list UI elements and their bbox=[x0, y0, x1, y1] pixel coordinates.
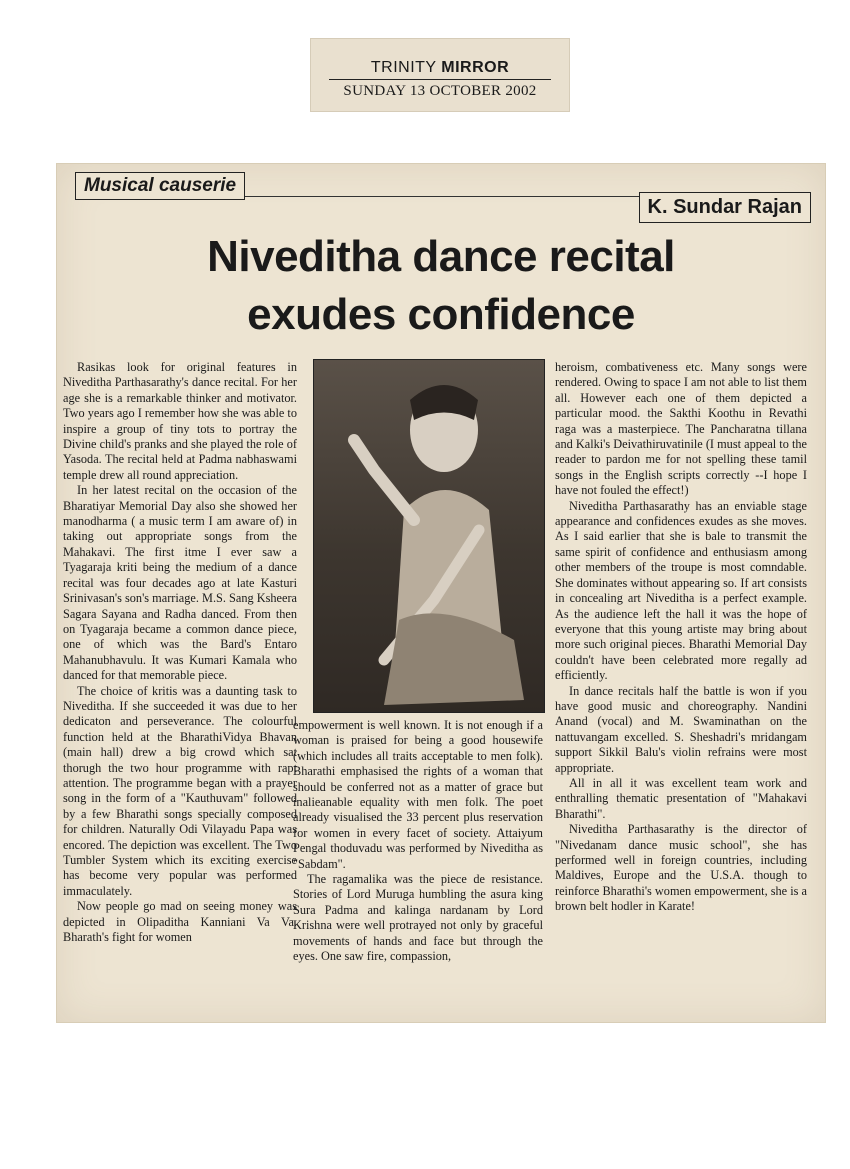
paragraph: In her latest recital on the occasion of the Bharatiyar Memorial Day also she showed her manodharma ( a music term I am aware of) in taking out appropriate songs from the Mahakavi. The first itme I ever saw a Tyagaraja kriti being the medium of a dance recital was four decades ago at late Kasturi Srinivasan's son's marriage. M.S. Sang Ksheera Sagara Sayana and Radha danced. From then on Tyagaraja became a common dance piece, one of which was the Bard's Entaro Mahanubhavulu. It was Kumari Kamala who danced for that memorable piece. bbox=[63, 483, 297, 683]
dancer-photo bbox=[313, 359, 545, 713]
paragraph: Rasikas look for original features in Niveditha Parthasarathy's dance recital. For her age she is a remarkable thinker and motivator. Two years ago I remember how she was able to inspire a group of tiny tots to portray the Divine child's pranks and she played the role of Yasoda. The recital held at Padma nabhaswami temple drew all round appreciation. bbox=[63, 360, 297, 482]
paragraph: All in all it was excellent team work and enthralling thematic presentation of "Mahakavi Bharathi". bbox=[555, 775, 807, 821]
section-kicker: Musical causerie bbox=[75, 172, 245, 200]
dancer-illustration bbox=[314, 360, 544, 712]
paragraph: The choice of kritis was a daunting task to Niveditha. If she succeeded it was due to her dedicaton and perseverance. The colourful function held at the BharathiVidya Bhavan (main hall) drew a big crowd which sat thorugh the two hour programme with rapt attention. The programme began with a prayer song in the form of a "Kauthuvam" followed by a few Bharathi songs specially composed for children. Naturally Odi Vilayadu Papa was encored. The depiction was excellent. The Two Tumbler System which its exciting exercise has become very popular was performed immaculately. bbox=[63, 683, 297, 898]
headline-line-2: exudes confidence bbox=[247, 290, 635, 339]
article-column-1 bbox=[63, 360, 297, 1000]
masthead-rule bbox=[329, 79, 551, 80]
paragraph: Niveditha Parthasarathy is the director of "Nivedanam dance music school", she has performed well in foreign countries, including Maldives, Europe and the U.S.A. though to reinforce Bharathi's women empowerment, she is a brown belt hodler in Karate! bbox=[555, 822, 807, 914]
paragraph: The ragamalika was the piece de resistance. Stories of Lord Muruga humbling the asura king Sura Padma and kalinga nardanam by Lord Krishna were well protrayed not only by graceful movements of hands and face but through the eyes. One saw fire, compassion, bbox=[293, 872, 543, 964]
paragraph: In dance recitals half the battle is won if you have good music and choreography. Nandini Anand (vocal) and M. Swaminathan on the nattuvangam excelled. S. Sheshadri's mridangam support Sikkil Balu's violin refrains were most appropriate. bbox=[555, 683, 807, 775]
newspaper-clipping bbox=[56, 163, 826, 1023]
headline bbox=[57, 228, 825, 344]
paragraph: Now people go mad on seeing money was depicted in Olipaditha Kanniani Va Va. Bharath's fight for women bbox=[63, 899, 297, 945]
publication-date: SUNDAY 13 OCTOBER 2002 bbox=[343, 83, 537, 99]
paragraph: empowerment is well known. It is not enough if a woman is praised for being a good housewife (which includes all traits acceptable to men folk). Bharathi emphasised the rights of a woman that should be conferred not as a matter of grace but inalieanable equality with men folk. The poet already visualised the 33 percent plus reservation for women in every facet of society. Attaiyum Pengal thoduvadu was performed by Niveditha as "Sabdam". bbox=[293, 718, 543, 871]
publication-name bbox=[311, 59, 569, 77]
publication-prefix: TRINITY bbox=[370, 59, 437, 76]
headline-line-1: Niveditha dance recital bbox=[207, 232, 675, 281]
masthead bbox=[310, 38, 570, 112]
article-column-3 bbox=[555, 360, 807, 1000]
paragraph: heroism, combativeness etc. Many songs were rendered. Owing to space I am not able to list them all. However each one of them depicted a particular mood. the Sakthi Koothu in Revathi raga was a masterpiece. The Pancharatna tillana and Kalki's Deivathiruvatinile (I must appeal to the reader to pardon me for not spelling these tamil songs in the English scripts correctly --I hope I have not fouled the effect!) bbox=[555, 360, 807, 498]
article-column-2 bbox=[293, 718, 543, 998]
byline: K. Sundar Rajan bbox=[639, 192, 811, 223]
publication-suffix: MIRROR bbox=[441, 59, 510, 76]
paragraph: Niveditha Parthasarathy has an enviable stage appearance and confidences exudes as she moves. As I said earlier that she is bale to transmit the same spirit of confidence and enthusiasm among other members of the troupe is most comndable. She dominates without appearing so. If art consists in concealing art Niveditha is a perfect example. As the audience left the hall it was the hope of everyone that this young artiste may bring about more such original pieces. Bharathi Memorial Day couldn't have been celebrated more regally ad efficiently. bbox=[555, 498, 807, 683]
